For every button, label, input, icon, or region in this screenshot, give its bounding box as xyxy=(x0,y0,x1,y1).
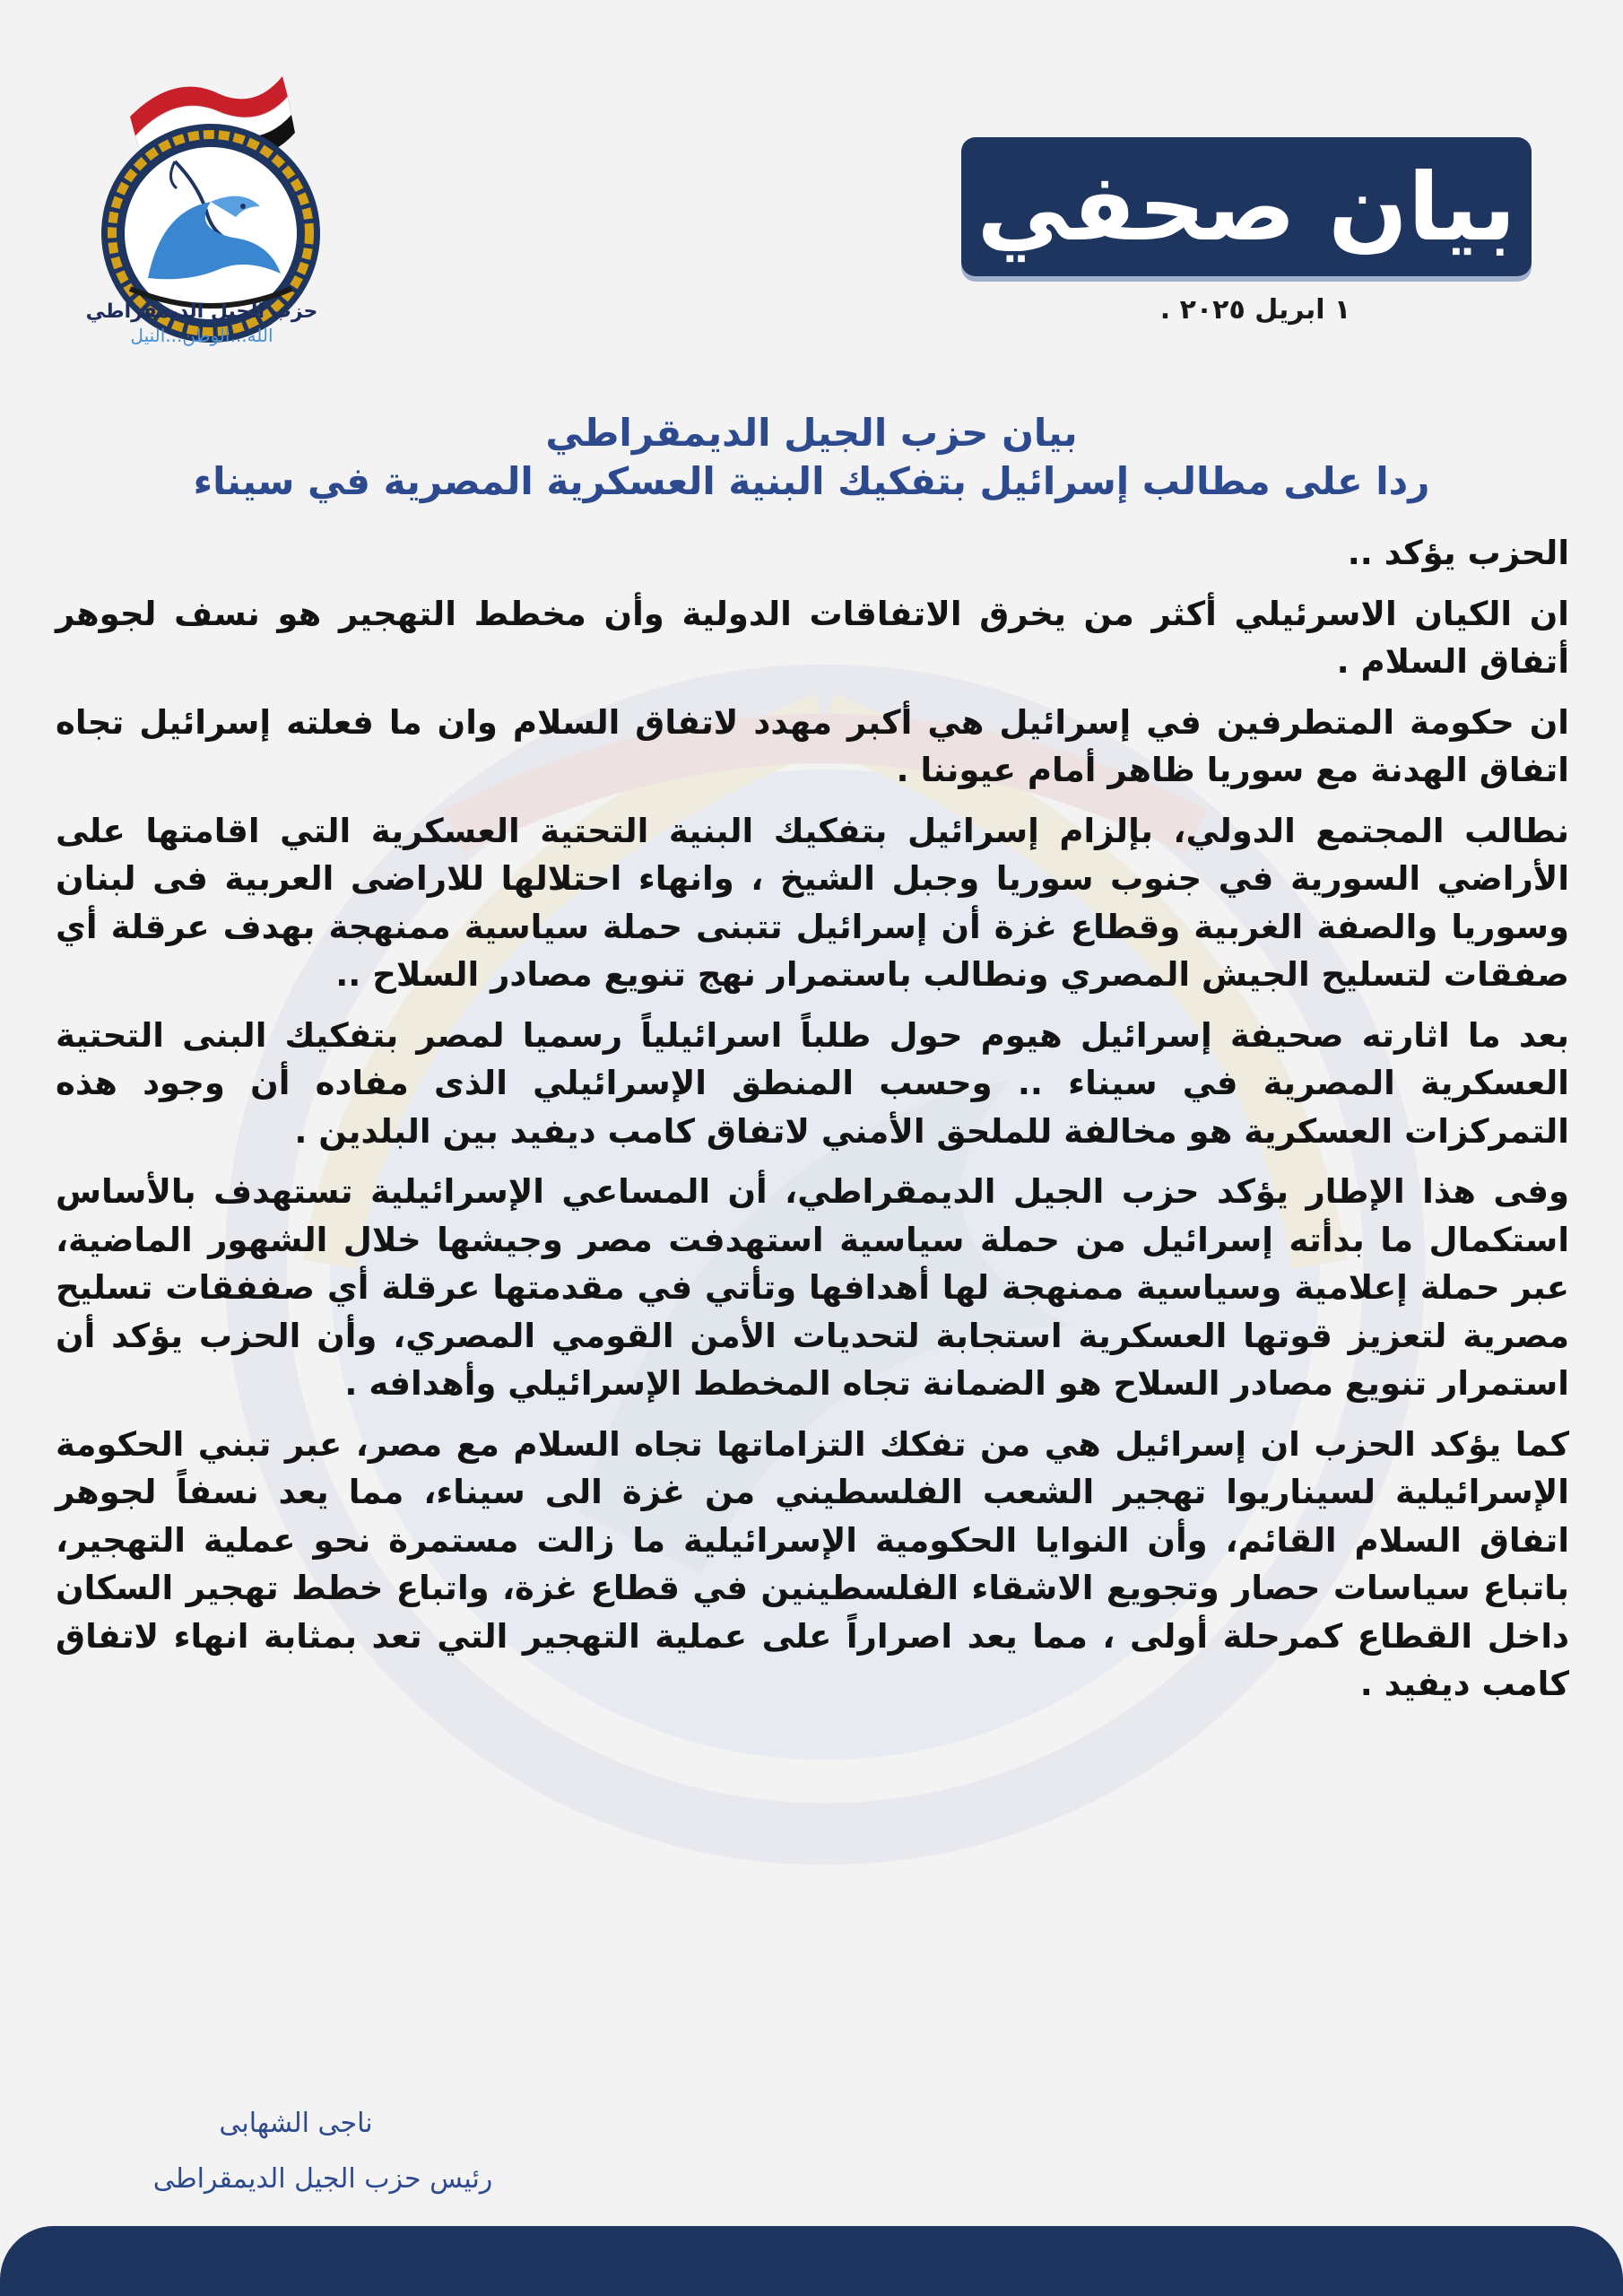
body-paragraph: كما يؤكد الحزب ان إسرائيل هي من تفكك التزاماتها تجاه السلام مع مصر، عبر تبني الحكومة الإسرائيلية لسيناريوا تهجير الشعب الفلسطيني من غزة الى سيناء، مما يعد نسفاً لجوهر اتفاق السلام القائم، وأن النوايا الحكومية الإسرائيلية ما زالت مستمرة نحو عملية التهجير، باتباع سياسات حصار وتجويع الاشقاء الفلسطينين في قطاع غزة، واتباع خطط تهجير السكان داخل القطاع كمرحلة أولى ، مما يعد اصراراً على عملية التهجير التي تعد بمثابة انهاء لاتفاق كامب ديفيد . xyxy=(56,1424,1569,1703)
body-paragraph: ان حكومة المتطرفين في إسرائيل هي أكبر مهدد لاتفاق السلام وان ما فعلته إسرائيل تجاه اتفاق الهدنة مع سوريا ظاهر أمام عيوننا . xyxy=(56,702,1569,789)
headline-line-1: بيان حزب الجيل الديمقراطي xyxy=(545,411,1078,455)
signatory-name: ناجى الشهابى xyxy=(219,2108,373,2139)
body-paragraph: نطالب المجتمع الدولي، بإلزام إسرائيل بتفكيك البنية التحتية العسكرية التي اقامتها على الأراضي السورية في جنوب سوريا وجبل الشيخ ، وانهاء احتلالها للاراضى العربية فى لبنان وسوريا والصفة الغربية وقطاع غزة أن إسرائيل تتبنى حملة سياسية ممنهجة بهدف عرقلة أي صفقات لتسليح الجيش المصري ونطالب باستمرار نهج تنويع مصادر السلاح .. xyxy=(56,811,1569,994)
logo-slogan: الله...الوطن...النيل xyxy=(130,325,273,346)
body-paragraph: ان الكيان الاسرئيلي أكثر من يخرق الاتفاقات الدولية وأن مخطط التهجير هو نسف لجوهر أتفاق السلام . xyxy=(56,594,1569,681)
press-release-banner xyxy=(961,137,1532,276)
signatory-title: رئيس حزب الجيل الديمقراطى xyxy=(152,2163,493,2195)
banner-title: بيان صحفي xyxy=(976,152,1516,262)
intro-line: الحزب يؤكد .. xyxy=(1347,534,1569,572)
body-paragraph: بعد ما اثارته صحيفة إسرائيل هيوم حول طلباً اسرائيلياً رسميا لمصر بتفكيك البنى التحتية العسكرية المصرية في سيناء .. وحسب المنطق الإسرائيلي الذى مفاده أن وجود هذه التمركزات العسكرية هو مخالفة للملحق الأمني لاتفاق كامب ديفيد بين البلدين . xyxy=(56,1015,1569,1151)
release-date: ١ ابريل ٢٠٢٥ . xyxy=(1159,294,1351,326)
statement-body xyxy=(56,529,1569,1721)
headline-line-2: ردا على مطالب إسرائيل بتفكيك البنية العسكرية المصرية في سيناء xyxy=(193,459,1430,503)
logo-caption xyxy=(85,300,318,346)
footer-bar xyxy=(0,2226,1623,2296)
logo-party-name: حزب الجيل الديمقراطي xyxy=(85,300,318,323)
body-paragraph: وفى هذا الإطار يؤكد حزب الجيل الديمقراطي، أن المساعي الإسرائيلية تستهدف بالأساس استكمال ما بدأته إسرائيل من حملة سياسية استهدفت مصر وجيشها خلال الشهور الماضية، عبر حملة إعلامية وسياسية ممنهجة لها أهدافها وتأتي في مقدمتها عرقلة أي صففقات تسليح مصرية لتعزيز قوتها العسكرية استجابة لتحديات الأمن القومي المصري، وأن الحزب يؤكد أن استمرار تنويع مصادر السلاح هو الضمانة تجاه المخطط الإسرائيلي وأهدافه . xyxy=(56,1172,1569,1403)
